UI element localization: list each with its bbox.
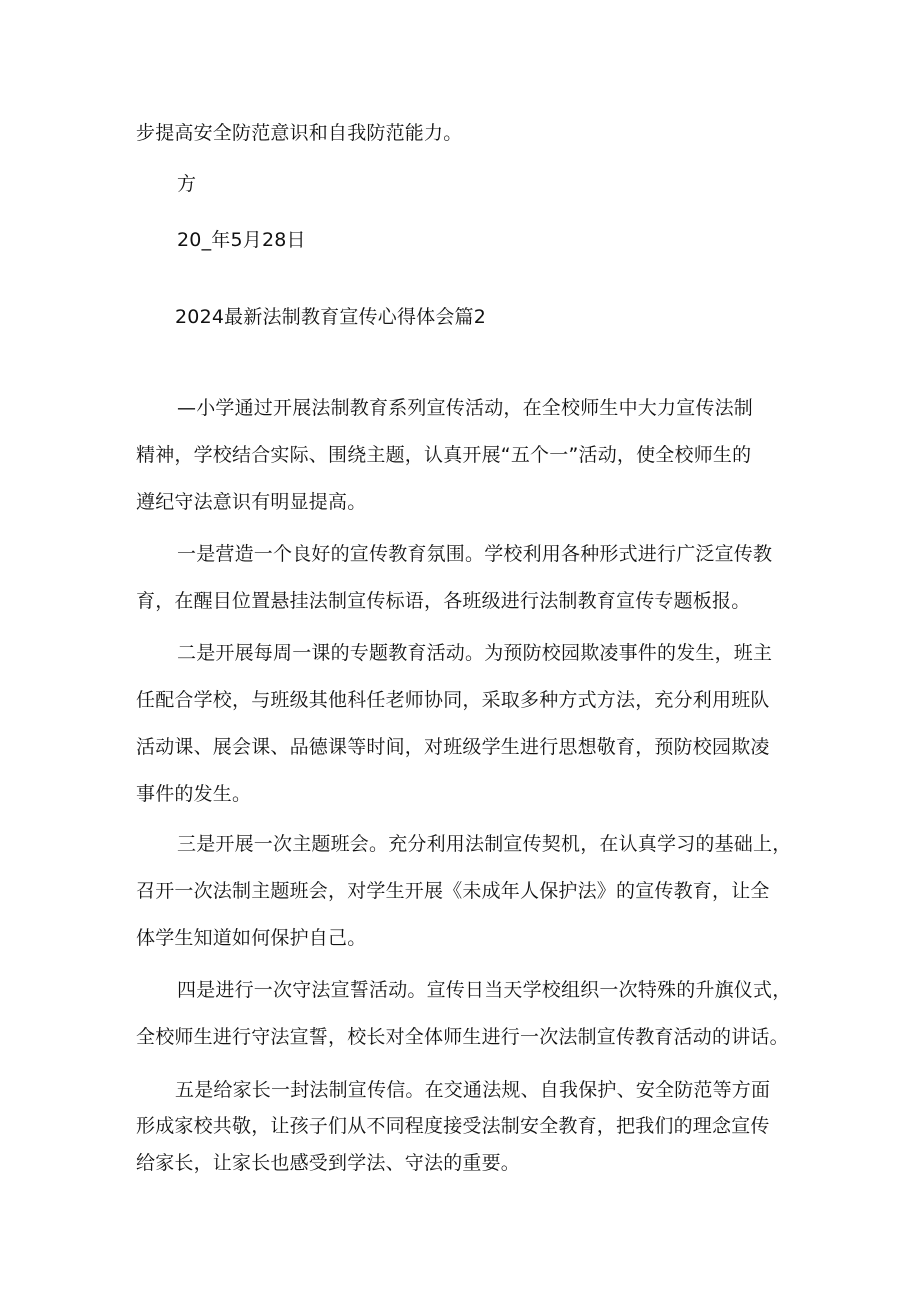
signature-line: 方: [177, 173, 197, 195]
paragraph-line: 形成家校共敬，让孩子们从不同程度接受法制安全教育，把我们的理念宣传: [136, 1115, 770, 1137]
section-title: 2024最新法制教育宣传心得体会篇2: [175, 306, 487, 328]
paragraph-line: 步提高安全防范意识和自我防范能力。: [136, 122, 463, 144]
paragraph-line: —小学通过开展法制教育系列宣传活动，在全校师生中大力宣传法制: [177, 397, 754, 419]
paragraph-line: 召开一次法制主题班会，对学生开展《未成年人保护法》的宣传教育，让全: [136, 880, 770, 902]
paragraph-line: 四是进行一次守法宣誓活动。宣传日当天学校组织一次特殊的升旗仪式，: [177, 979, 792, 1001]
paragraph-line: 事件的发生。: [136, 783, 252, 805]
paragraph-line: 活动课、展会课、品德课等时间，对班级学生进行思想敬育，预防校园欺凌: [136, 736, 770, 758]
paragraph-line: 遵纪守法意识有明显提高。: [136, 491, 367, 513]
paragraph-line: 体学生知道如何保护自己。: [136, 927, 367, 949]
date-line: 20_年5月28日: [177, 229, 306, 251]
paragraph-line: 五是给家长一封法制宣传信。在交通法规、自我保护、安全防范等方面: [175, 1079, 771, 1101]
paragraph-line: 精神，学校结合实际、围绕主题，认真开展“五个一”活动，使全校师生的: [136, 444, 752, 466]
paragraph-line: 三是开展一次主题班会。充分利用法制宣传契机，在认真学习的基础上，: [177, 833, 792, 855]
paragraph-line: 二是开展每周一课的专题教育活动。为预防校园欺凌事件的发生，班主: [177, 642, 773, 664]
paragraph-line: 一是营造一个良好的宣传教育氛围。学校利用各种形式进行广泛宣传教: [177, 543, 773, 565]
paragraph-line: 育，在醒目位置悬挂法制宣传标语，各班级进行法制教育宣传专题板报。: [136, 590, 751, 612]
paragraph-line: 给家长，让家长也感受到学法、守法的重要。: [136, 1152, 521, 1174]
paragraph-line: 任配合学校，与班级其他科任老师协同，采取多种方式方法，充分利用班队: [136, 689, 770, 711]
paragraph-line: 全校师生进行守法宣誓，校长对全体师生进行一次法制宣传教育活动的讲话。: [136, 1026, 789, 1048]
